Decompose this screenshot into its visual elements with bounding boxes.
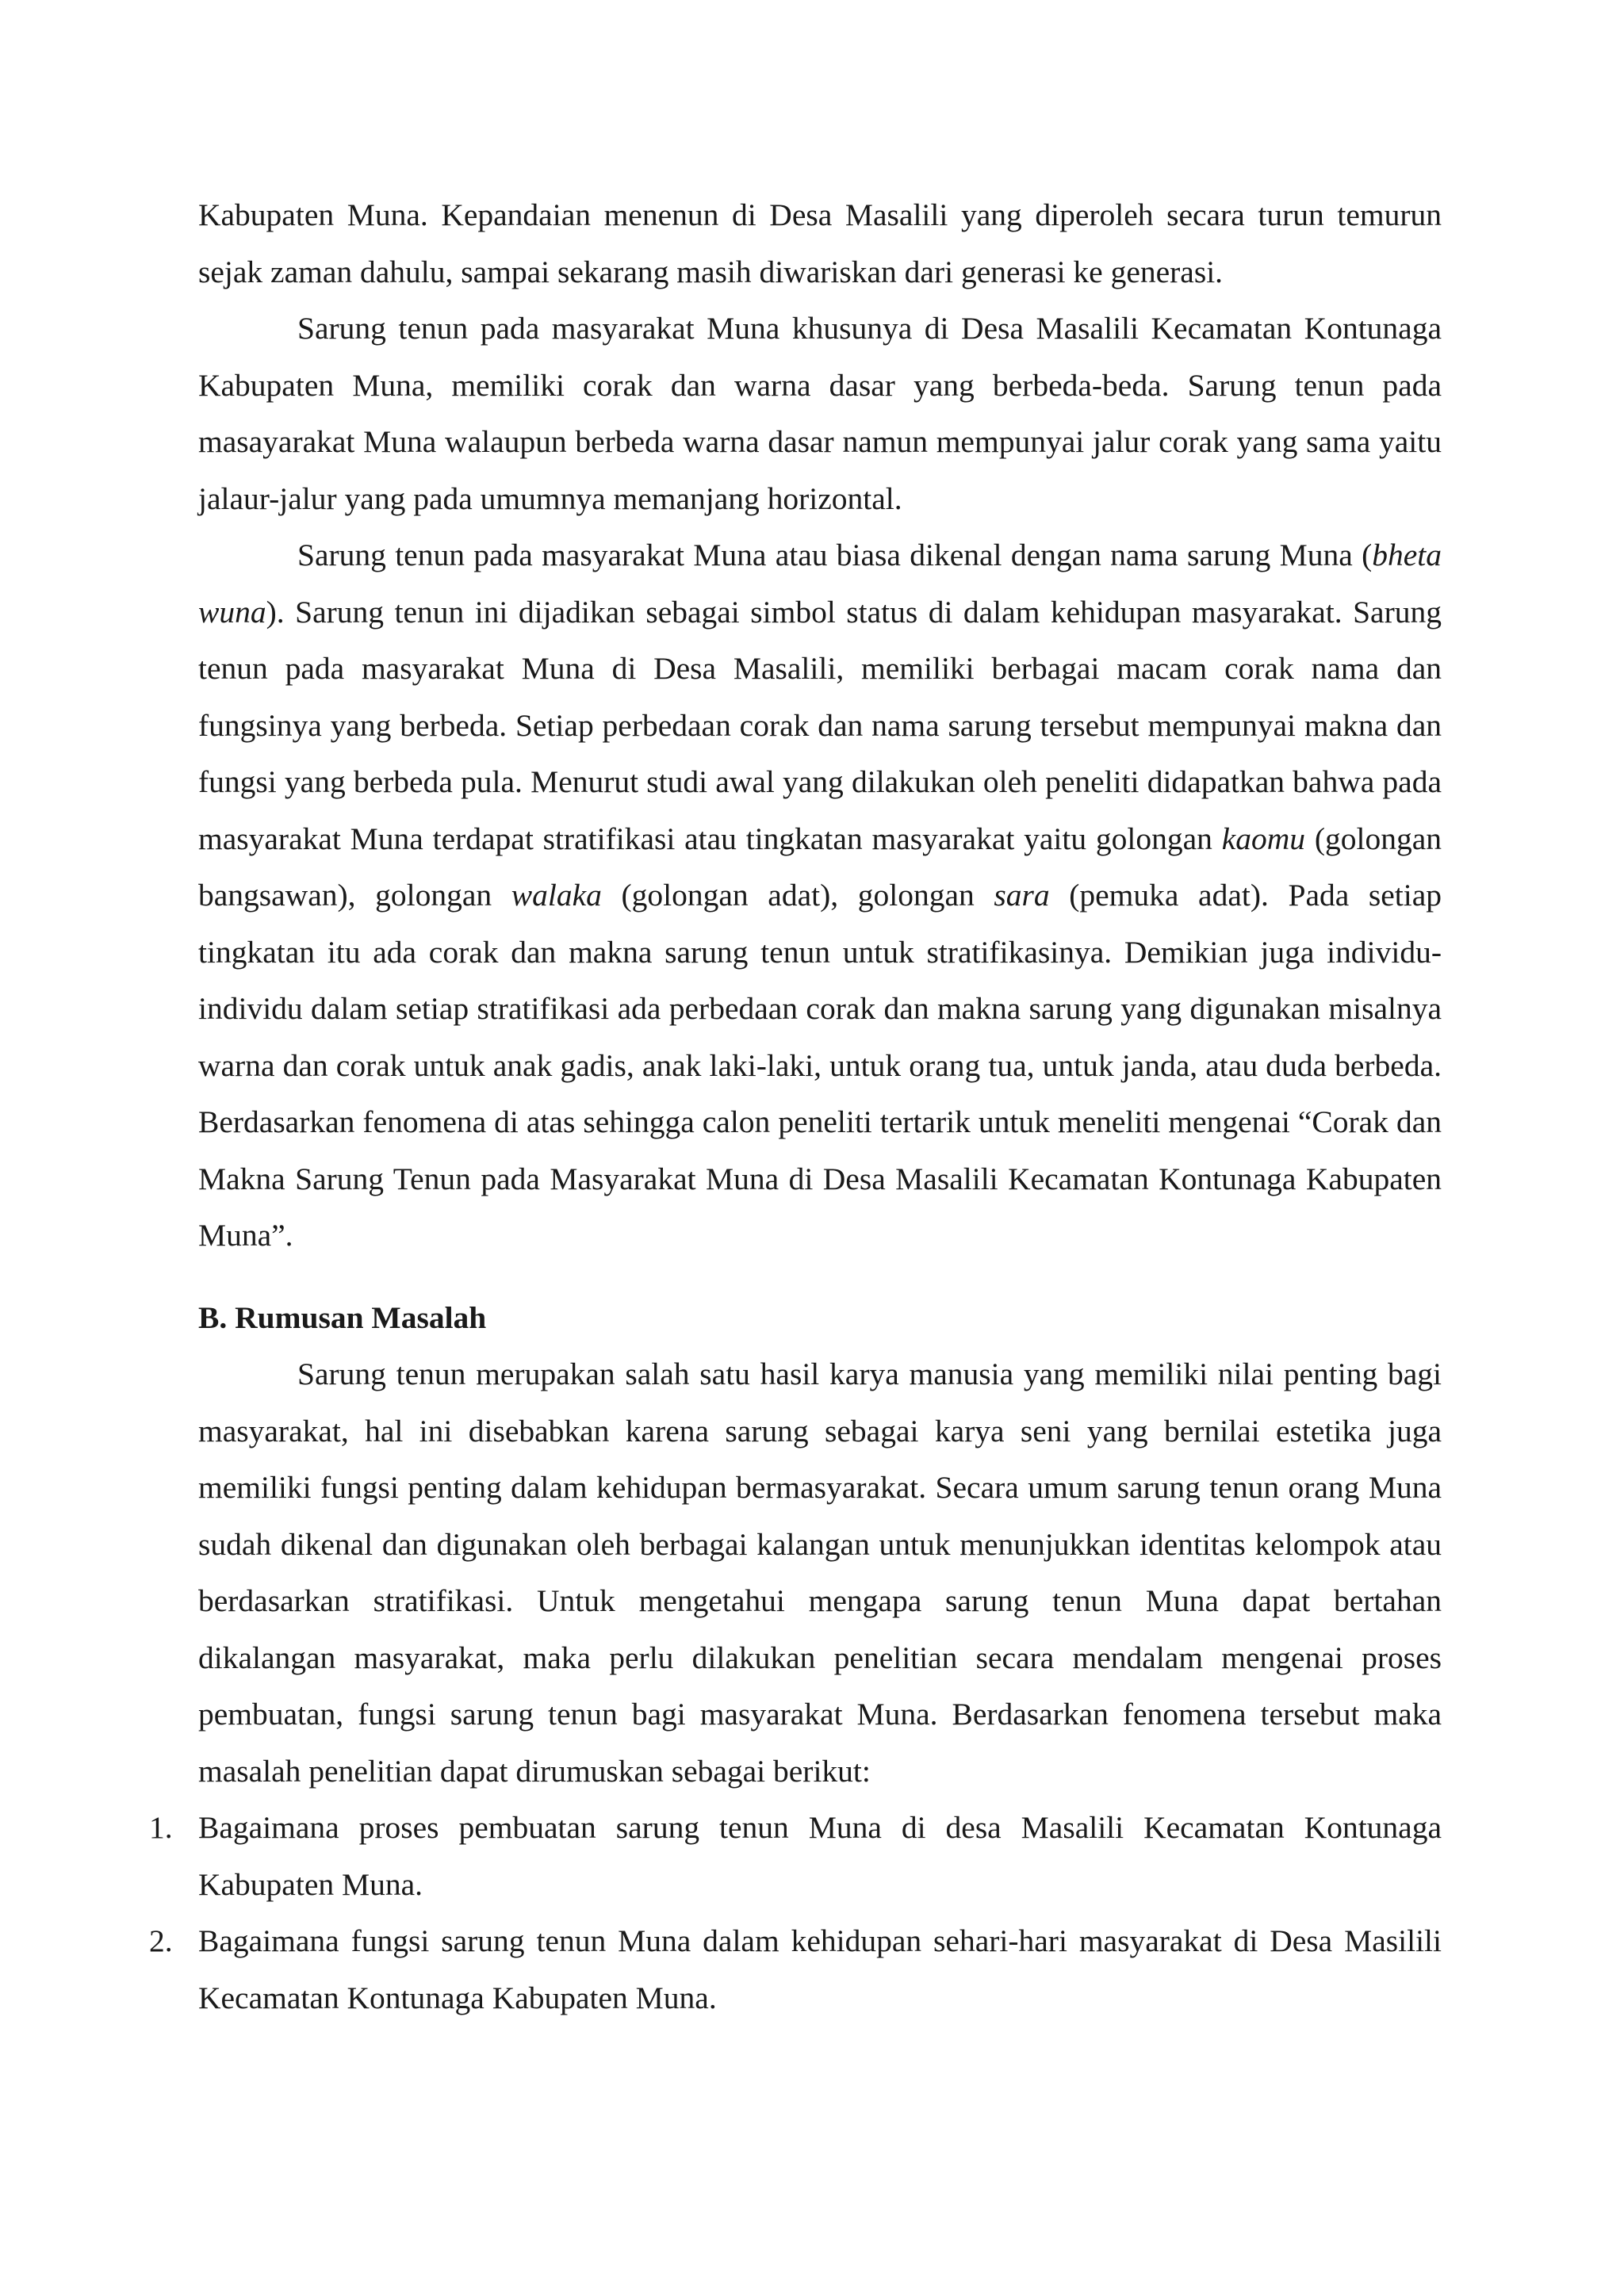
paragraph-continuation: Kabupaten Muna. Kepandaian menenun di Desa Masalili yang diperoleh secara turun temurun sejak zaman dahulu, sampai sekarang masih diwariskan dari generasi ke generasi. [198, 197, 1442, 289]
list-item-number: 2. [149, 1923, 173, 1958]
document-page [149, 187, 1442, 2026]
paragraph-sarung-corak: Sarung tenun pada masyarakat Muna khusunya di Desa Masalili Kecamatan Kontunaga Kabupaten Muna, memiliki corak dan warna dasar yang berbeda-beda. Sarung tenun pada masayarakat Muna walaupun berbeda warna dasar namun mempunyai jalur corak yang sama yaitu jalaur-jalur yang pada umumnya memanjang horizontal. [198, 311, 1442, 516]
italic-term-sara: sara [994, 878, 1050, 913]
italic-term-kaomu: kaomu [1221, 821, 1306, 856]
list-item-text: Bagaimana fungsi sarung tenun Muna dalam kehidupan sehari-hari masyarakat di Desa Masilili Kecamatan Kontunaga Kabupaten Muna. [198, 1923, 1442, 2015]
text-segment: (pemuka adat). Pada setiap tingkatan itu ada corak dan makna sarung tenun untuk stratifikasinya. Demikian juga individu-individu dalam setiap stratifikasi ada perbedaan corak dan makna sarung yang digunakan misalnya warna dan corak untuk anak gadis, anak laki-laki, untuk orang tua, untuk janda, atau duda berbeda. Berdasarkan fenomena di atas sehingga calon peneliti tertarik untuk meneliti mengenai “Corak dan Makna Sarung Tenun pada Masyarakat Muna di Desa Masalili Kecamatan Kontunaga Kabupaten Muna”. [198, 878, 1442, 1253]
paragraph-sarung-stratifikasi [198, 527, 1442, 1265]
text-segment: (golongan adat), golongan [601, 878, 994, 913]
paragraph-rumusan-masalah: Sarung tenun merupakan salah satu hasil karya manusia yang memiliki nilai penting bagi masyarakat, hal ini disebabkan karena sarung sebagai karya seni yang bernilai estetika juga memiliki fungsi penting dalam kehidupan bermasyarakat. Secara umum sarung tenun orang Muna sudah dikenal dan digunakan oleh berbagai kalangan untuk menunjukkan identitas kelompok atau berdasarkan stratifikasi. Untuk mengetahui mengapa sarung tenun Muna dapat bertahan dikalangan masyarakat, maka perlu dilakukan penelitian secara mendalam mengenai proses pembuatan, fungsi sarung tenun bagi masyarakat Muna. Berdasarkan fenomena tersebut maka masalah penelitian dapat dirumuskan sebagai berikut: [198, 1357, 1442, 1789]
research-questions-list [149, 1800, 1442, 2026]
text-segment: (golongan bangsawan), golongan [198, 821, 1442, 913]
section-heading-rumusan-masalah: B. Rumusan Masalah [198, 1299, 487, 1335]
italic-term-walaka: walaka [511, 878, 602, 913]
list-item [149, 1800, 1442, 1913]
text-segment: Sarung tenun pada masyarakat Muna atau biasa dikenal dengan nama sarung Muna ( [297, 538, 1373, 572]
list-item-text: Bagaimana proses pembuatan sarung tenun Muna di desa Masalili Kecamatan Kontunaga Kabupaten Muna. [198, 1810, 1442, 1902]
list-item-number: 1. [149, 1810, 173, 1845]
list-item [149, 1913, 1442, 2026]
italic-term-bheta-wuna: bheta wuna [198, 538, 1442, 629]
text-segment: ). Sarung tenun ini dijadikan sebagai simbol status di dalam kehidupan masyarakat. Sarung tenun pada masyarakat Muna di Desa Masalili, memiliki berbagai macam corak nama dan fungsinya yang berbeda. Setiap perbedaan corak dan nama sarung tersebut mempunyai makna dan fungsi yang berbeda pula. Menurut studi awal yang dilakukan oleh peneliti didapatkan bahwa pada masyarakat Muna terdapat stratifikasi atau tingkatan masyarakat yaitu golongan [198, 594, 1442, 856]
